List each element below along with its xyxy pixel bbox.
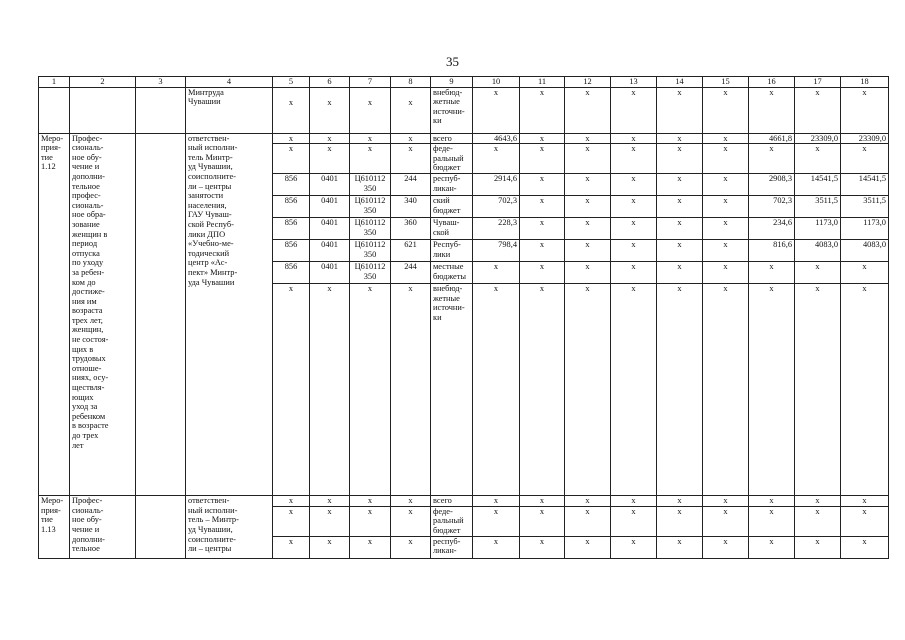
code-cell: x	[310, 133, 350, 144]
header-cell: 5	[273, 77, 310, 88]
value-cell: 3511,5	[841, 196, 889, 218]
header-cell: 12	[565, 77, 611, 88]
code-cell: x	[273, 496, 310, 507]
header-cell: 17	[795, 77, 841, 88]
value-cell: x	[657, 262, 703, 284]
value-cell: x	[473, 284, 520, 496]
value-cell: x	[795, 87, 841, 133]
source-cell: феде- ральный бюджет	[431, 144, 473, 174]
source-cell: внебюд- жетные источни- ки	[431, 284, 473, 496]
value-cell: x	[657, 144, 703, 174]
code-cell: x	[310, 284, 350, 496]
value-cell: x	[657, 218, 703, 240]
source-cell: местные бюджеты	[431, 262, 473, 284]
value-cell: 3511,5	[795, 196, 841, 218]
value-cell: x	[841, 496, 889, 507]
value-cell: 816,6	[749, 240, 795, 262]
value-cell: x	[565, 174, 611, 196]
source-cell: Респуб- лики	[431, 240, 473, 262]
value-cell: x	[657, 133, 703, 144]
value-cell: 2908,3	[749, 174, 795, 196]
value-cell: x	[657, 240, 703, 262]
measure-name: Профес- сиональ- ное обу- чение и дополни- тельное	[70, 496, 136, 559]
value-cell: x	[473, 506, 520, 536]
value-cell: x	[473, 536, 520, 558]
code-cell: 0401	[310, 240, 350, 262]
value-cell: x	[795, 506, 841, 536]
value-cell: x	[841, 506, 889, 536]
value-cell: x	[703, 536, 749, 558]
header-cell: 4	[186, 77, 273, 88]
header-cell: 16	[749, 77, 795, 88]
code-cell: x	[350, 496, 391, 507]
value-cell: 14541,5	[795, 174, 841, 196]
value-cell: x	[520, 196, 565, 218]
header-cell: 10	[473, 77, 520, 88]
value-cell: x	[565, 496, 611, 507]
table-row	[39, 87, 889, 133]
value-cell: x	[703, 196, 749, 218]
value-cell: x	[657, 196, 703, 218]
code-cell: x	[310, 506, 350, 536]
code-cell: x	[350, 133, 391, 144]
value-cell: 4643,6	[473, 133, 520, 144]
value-cell: x	[703, 284, 749, 496]
value-cell: x	[520, 174, 565, 196]
value-cell: x	[749, 536, 795, 558]
header-cell: 15	[703, 77, 749, 88]
code-cell: x	[350, 144, 391, 174]
code-cell: Ц610112 350	[350, 262, 391, 284]
value-cell: x	[520, 506, 565, 536]
value-cell: x	[841, 262, 889, 284]
value-cell: x	[520, 536, 565, 558]
header-cell: 3	[136, 77, 186, 88]
value-cell: x	[703, 144, 749, 174]
value-cell: 234,6	[749, 218, 795, 240]
value-cell: x	[520, 284, 565, 496]
value-cell: x	[795, 284, 841, 496]
value-cell: x	[565, 284, 611, 496]
empty-cell	[136, 496, 186, 559]
value-cell: x	[703, 240, 749, 262]
empty-cell	[136, 87, 186, 133]
value-cell: x	[565, 87, 611, 133]
value-cell: 2914,6	[473, 174, 520, 196]
header-cell: 6	[310, 77, 350, 88]
measure-label: Меро- прия- тие 1.12	[39, 133, 70, 496]
value-cell: x	[565, 536, 611, 558]
value-cell: x	[841, 536, 889, 558]
code-cell: x	[310, 144, 350, 174]
value-cell: x	[657, 284, 703, 496]
code-cell: x	[391, 496, 431, 507]
value-cell: 1173,0	[841, 218, 889, 240]
source-cell: Чуваш- ской	[431, 218, 473, 240]
value-cell: 702,3	[749, 196, 795, 218]
value-cell: 4083,0	[795, 240, 841, 262]
code-cell: x	[273, 506, 310, 536]
code-cell: Ц610112 350	[350, 218, 391, 240]
code-cell: Ц610112 350	[350, 240, 391, 262]
empty-cell	[39, 87, 70, 133]
value-cell: x	[473, 496, 520, 507]
empty-cell	[70, 87, 136, 133]
value-cell: 228,3	[473, 218, 520, 240]
code-cell: x	[350, 506, 391, 536]
code-cell: x	[391, 506, 431, 536]
code-cell: x	[391, 284, 431, 496]
table-row	[39, 133, 889, 144]
code-cell: 244	[391, 174, 431, 196]
value-cell: x	[657, 87, 703, 133]
code-cell: 856	[273, 262, 310, 284]
header-cell: 1	[39, 77, 70, 88]
code-cell: 360	[391, 218, 431, 240]
code-cell: x	[350, 87, 391, 133]
value-cell: x	[473, 144, 520, 174]
value-cell: x	[565, 144, 611, 174]
value-cell: x	[520, 262, 565, 284]
header-cell: 18	[841, 77, 889, 88]
header-cell: 2	[70, 77, 136, 88]
value-cell: x	[841, 144, 889, 174]
value-cell: x	[611, 536, 657, 558]
source-cell: ский бюджет	[431, 196, 473, 218]
value-cell: x	[657, 506, 703, 536]
value-cell: x	[611, 240, 657, 262]
code-cell: x	[273, 536, 310, 558]
value-cell: x	[520, 133, 565, 144]
value-cell: x	[703, 496, 749, 507]
value-cell: x	[795, 144, 841, 174]
value-cell: x	[520, 496, 565, 507]
value-cell: x	[841, 284, 889, 496]
value-cell: x	[565, 262, 611, 284]
code-cell: x	[273, 133, 310, 144]
value-cell: x	[565, 218, 611, 240]
code-cell: x	[310, 87, 350, 133]
code-cell: 0401	[310, 262, 350, 284]
value-cell: x	[565, 196, 611, 218]
value-cell: x	[703, 133, 749, 144]
responsible-cell: ответствен- ный исполни- тель Минтр- уд Чувашии, соисполните- ли – центры занятости населения, ГАУ Чуваш- ской Респуб- лики ДПО «Учебно-ме- тодический центр «Ас- пект» Минтр- уда Чувашии	[186, 133, 273, 496]
code-cell: Ц610112 350	[350, 174, 391, 196]
value-cell: x	[611, 144, 657, 174]
source-cell: респуб- ликан-	[431, 536, 473, 558]
code-cell: x	[310, 536, 350, 558]
value-cell: 23309,0	[795, 133, 841, 144]
code-cell: x	[391, 536, 431, 558]
value-cell: x	[565, 133, 611, 144]
value-cell: x	[565, 240, 611, 262]
value-cell: x	[749, 262, 795, 284]
source-cell: всего	[431, 496, 473, 507]
budget-table	[38, 76, 889, 559]
code-cell: 0401	[310, 218, 350, 240]
code-cell: x	[310, 496, 350, 507]
empty-cell	[136, 133, 186, 496]
value-cell: 14541,5	[841, 174, 889, 196]
value-cell: x	[657, 174, 703, 196]
value-cell: x	[520, 144, 565, 174]
code-cell: 856	[273, 174, 310, 196]
value-cell: x	[657, 496, 703, 507]
value-cell: x	[611, 87, 657, 133]
value-cell: x	[703, 87, 749, 133]
value-cell: x	[565, 506, 611, 536]
source-cell: внебюд- жетные источни- ки	[431, 87, 473, 133]
code-cell: Ц610112 350	[350, 196, 391, 218]
code-cell: 856	[273, 196, 310, 218]
code-cell: x	[391, 133, 431, 144]
value-cell: 702,3	[473, 196, 520, 218]
value-cell: 4083,0	[841, 240, 889, 262]
value-cell: x	[749, 496, 795, 507]
value-cell: x	[520, 240, 565, 262]
value-cell: x	[749, 284, 795, 496]
value-cell: x	[795, 536, 841, 558]
value-cell: 23309,0	[841, 133, 889, 144]
value-cell: x	[473, 87, 520, 133]
value-cell: x	[749, 87, 795, 133]
code-cell: 0401	[310, 196, 350, 218]
header-cell: 7	[350, 77, 391, 88]
responsible-cell: Минтруда Чувашии	[186, 87, 273, 133]
code-cell: 856	[273, 240, 310, 262]
value-cell: x	[611, 174, 657, 196]
header-cell: 8	[391, 77, 431, 88]
page-number: 35	[446, 54, 459, 69]
code-cell: x	[273, 144, 310, 174]
source-cell: всего	[431, 133, 473, 144]
measure-label: Меро- прия- тие 1.13	[39, 496, 70, 559]
value-cell: x	[703, 262, 749, 284]
code-cell: 244	[391, 262, 431, 284]
source-cell: феде- ральный бюджет	[431, 506, 473, 536]
value-cell: x	[749, 144, 795, 174]
value-cell: 4661,8	[749, 133, 795, 144]
code-cell: x	[350, 284, 391, 496]
value-cell: x	[611, 133, 657, 144]
code-cell: x	[350, 536, 391, 558]
value-cell: 798,4	[473, 240, 520, 262]
measure-name: Профес- сиональ- ное обу- чение и дополни- тельное профес- сиональ- ное обра- зование женщин в период отпуска по уходу за ребен- ком до достиже- ния им возраста трех лет, женщин, не состоя- щих в трудовых отноше- ниях, осу- ществля- ющих уход за ребенком в возрасте до трех лет	[70, 133, 136, 496]
value-cell: x	[657, 536, 703, 558]
value-cell: x	[611, 218, 657, 240]
header-cell: 9	[431, 77, 473, 88]
value-cell: x	[611, 506, 657, 536]
value-cell: x	[611, 262, 657, 284]
value-cell: x	[611, 496, 657, 507]
value-cell: x	[520, 218, 565, 240]
value-cell: x	[749, 506, 795, 536]
code-cell: 0401	[310, 174, 350, 196]
code-cell: x	[273, 284, 310, 496]
value-cell: 1173,0	[795, 218, 841, 240]
code-cell: 856	[273, 218, 310, 240]
code-cell: x	[273, 87, 310, 133]
responsible-cell: ответствен- ный исполни- тель – Минтр- уд Чувашии, соисполните- ли – центры	[186, 496, 273, 559]
value-cell: x	[611, 284, 657, 496]
value-cell: x	[841, 87, 889, 133]
value-cell: x	[795, 496, 841, 507]
value-cell: x	[473, 262, 520, 284]
header-row	[39, 77, 889, 88]
value-cell: x	[795, 262, 841, 284]
code-cell: 340	[391, 196, 431, 218]
code-cell: x	[391, 144, 431, 174]
header-cell: 13	[611, 77, 657, 88]
value-cell: x	[703, 218, 749, 240]
source-cell: респуб- ликан-	[431, 174, 473, 196]
value-cell: x	[703, 506, 749, 536]
value-cell: x	[611, 196, 657, 218]
table-row	[39, 496, 889, 507]
value-cell: x	[520, 87, 565, 133]
code-cell: x	[391, 87, 431, 133]
header-cell: 11	[520, 77, 565, 88]
value-cell: x	[703, 174, 749, 196]
code-cell: 621	[391, 240, 431, 262]
header-cell: 14	[657, 77, 703, 88]
